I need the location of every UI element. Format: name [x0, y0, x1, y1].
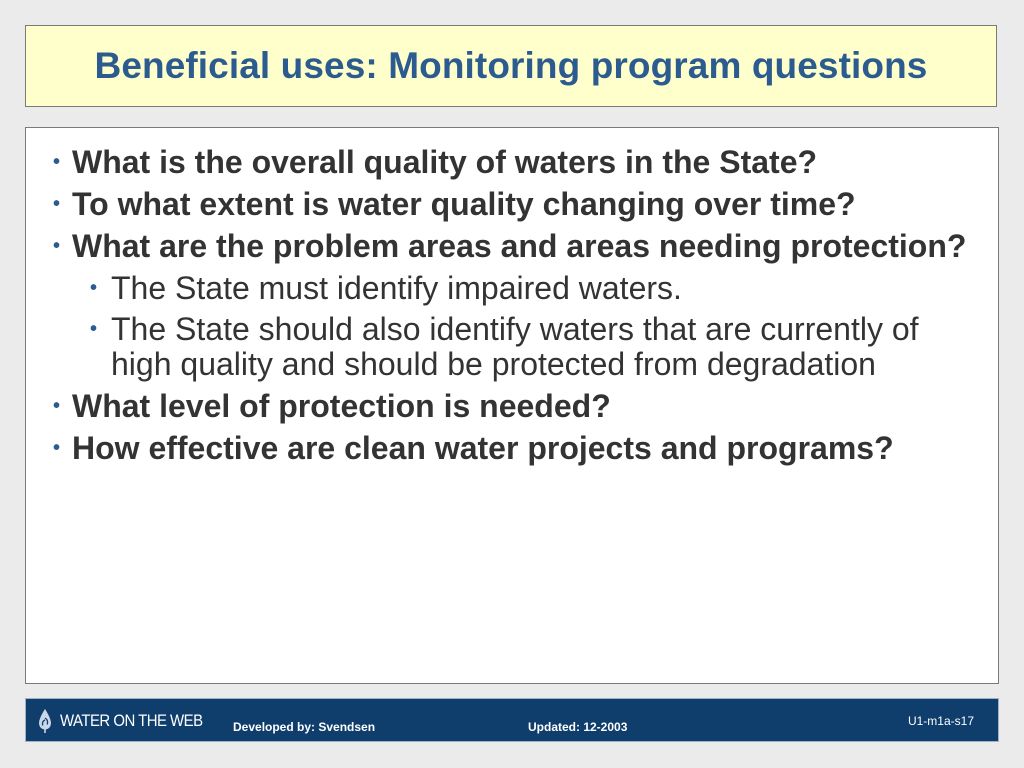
bullet-dot-icon: •	[53, 235, 61, 257]
bullet-text: What is the overall quality of waters in the State?	[72, 144, 818, 180]
slide-title: Beneficial uses: Monitoring program questions	[94, 45, 928, 86]
water-on-the-web-logo	[36, 708, 222, 734]
sub-bullet-text: The State should also identify waters that are currently of high quality and should be protected from degradation	[111, 311, 919, 382]
bullet-item	[26, 389, 986, 424]
bullet-text: To what extent is water quality changing over time?	[72, 186, 856, 222]
content-box	[25, 127, 999, 684]
bullet-dot-icon: •	[53, 151, 61, 173]
bullet-dot-icon: •	[53, 193, 61, 215]
bullet-item	[26, 229, 986, 382]
sub-bullet-item	[72, 271, 986, 306]
bullet-item	[26, 145, 986, 180]
logo-text: WATER ON THE WEB	[60, 711, 203, 730]
sub-bullet-dot-icon: •	[90, 318, 98, 340]
bullet-list	[26, 145, 986, 473]
bullet-text: What level of protection is needed?	[72, 388, 611, 424]
title-box	[25, 25, 997, 107]
bullet-dot-icon: •	[53, 437, 61, 459]
updated-text: Updated: 12-2003	[528, 720, 628, 734]
water-drop-plant-icon	[36, 708, 54, 734]
bullet-dot-icon: •	[53, 395, 61, 417]
sub-bullet-list	[72, 271, 986, 382]
bullet-text: What are the problem areas and areas needing protection?	[72, 228, 967, 264]
bullet-item	[26, 187, 986, 222]
sub-bullet-text: The State must identify impaired waters.	[111, 270, 682, 306]
footer-bar	[25, 698, 999, 742]
sub-bullet-item	[72, 312, 986, 382]
sub-bullet-dot-icon: •	[90, 277, 98, 299]
bullet-item	[26, 431, 986, 466]
bullet-text: How effective are clean water projects and programs?	[72, 430, 894, 466]
developed-by-text: Developed by: Svendsen	[233, 720, 376, 734]
slide-id: U1-m1a-s17	[907, 714, 974, 728]
